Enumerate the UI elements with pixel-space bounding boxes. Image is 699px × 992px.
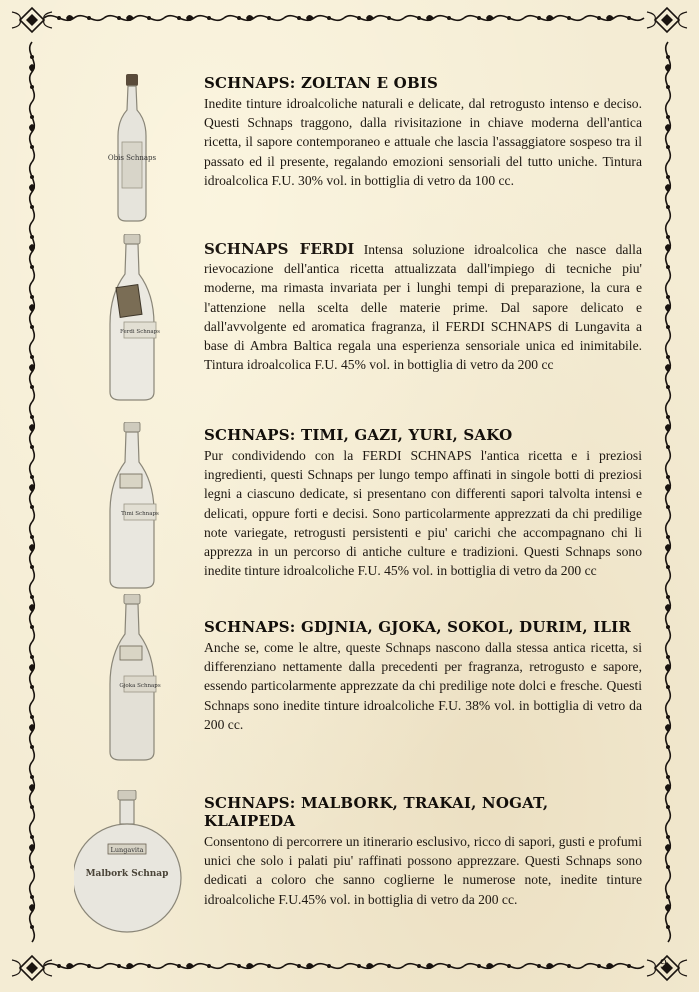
product-title: SCHNAPS: ZOLTAN E OBIS [204, 74, 439, 92]
bottle-label-text: Malbork Schnap [85, 869, 169, 879]
bottle-label-text: Gjoka Schnaps [119, 683, 161, 689]
bottle-label-text: Timi Schnaps [121, 511, 159, 517]
bottle-tall-image [80, 234, 190, 404]
product-description-text: Intensa soluzione idroalcolica che nasce dalla rievocazione dell'antica ricetta attualizzata dall'impiego di tecniche piu' moderne, ma rimasta invariata per i lunghi tempi di preparazione, la cura e l'attenzione nella scelta delle materie prime. Dal sapore delicato e dall'avvolgente ed aromatica fragranza, il FERDI SCHNAPS di Lungavita a base di Ambra Baltica regala una esperienza sensoriale unica ed inimitabile. Tintura idroalcolica F.U. 45% vol. in bottiglia di vetro da 200 cc [204, 242, 642, 373]
bottle-tall-image [80, 594, 190, 764]
product-title: SCHNAPS: MALBORK, TRAKAI, NOGAT, KLAIPEDA [204, 794, 549, 830]
product-description: Consentono di percorrere un itinerario esclusivo, ricco di sapori, gusti e profumi unici che solo i palati piu' raffinati possono apprezzare. Questi Schnaps sono dedicati a coloro che sanno coglierne le numerose note, inedite tinture idroalcoliche F.U.45% vol. in bottiglia di vetro da 200 cc. [204, 834, 642, 907]
product-section-ferdi [80, 240, 642, 426]
bottle-slim-image [80, 74, 190, 224]
product-title: SCHNAPS: TIMI, GAZI, YURI, SAKO [204, 426, 513, 444]
product-section-malbork-trakai [80, 794, 642, 944]
page-number: 9 [660, 957, 667, 972]
product-text [204, 74, 642, 190]
product-title: SCHNAPS: GDJNIA, GJOKA, SOKOL, DURIM, ILIR [204, 618, 632, 636]
product-description: Pur condividendo con la FERDI SCHNAPS l'antica ricetta e i preziosi ingredienti, questi Schnaps per lungo tempo affinati in singole botti di preziosi legni a ciascuno dedicate, si presentano con differenti sapori talvolta intensi e delicati, oppure forti e decisi. Sono particolarmente apprezzati da chi predilige note variegate, retrogusti persistenti e piu' carichi che accompagnano chi li apprezza in un percorso di antiche culture e tradizioni. Questi Schnaps sono inedite tinture idroalcoliche F.U. 45% vol. in bottiglia di vetro da 200 cc [204, 448, 642, 579]
product-description: Inedite tinture idroalcoliche naturali e delicate, dal retrogusto intenso e deciso. Questi Schnaps traggono, dalla rivisitazione in chiave moderna dell'antica ricetta, il sapore contemporaneo e attuale che lascia l'assaggiatore sospeso tra il passato ed il presente, regalando emozioni sensoriali del tutto uniche. Tintura idroalcolica F.U. 30% vol. in bottiglia di vetro da 100 cc. [204, 96, 642, 188]
bottle-label-text: Obis Schnaps [107, 154, 157, 162]
product-title: SCHNAPS FERDI [204, 240, 355, 258]
product-text [204, 426, 642, 580]
bottle-label-text: Ferdi Schnaps [120, 329, 160, 335]
bottle-tall-image [80, 422, 190, 592]
product-section-timi-gazi [80, 426, 642, 618]
product-section-zoltan-obis [80, 74, 642, 240]
product-section-gdjnia-gjoka [80, 618, 642, 794]
product-list [80, 74, 642, 944]
product-text [204, 240, 642, 374]
bottle-brand-text: Lungavita [110, 846, 144, 854]
product-text [204, 794, 642, 909]
product-text [204, 618, 642, 734]
product-description [204, 240, 642, 374]
product-description: Anche se, come le altre, queste Schnaps nascono dalla stessa antica ricetta, si differenziano nettamente dalla precedenti per fragranza, retrogusto e sapore, essendo particolarmente apprezzate da chi predilige note dolci e fresche. Questi Schnaps sono inedite tinture idroalcoliche F.U. 38% vol. in bottiglia di vetro da 200 cc. [204, 640, 642, 732]
bottle-round-image [74, 790, 184, 940]
